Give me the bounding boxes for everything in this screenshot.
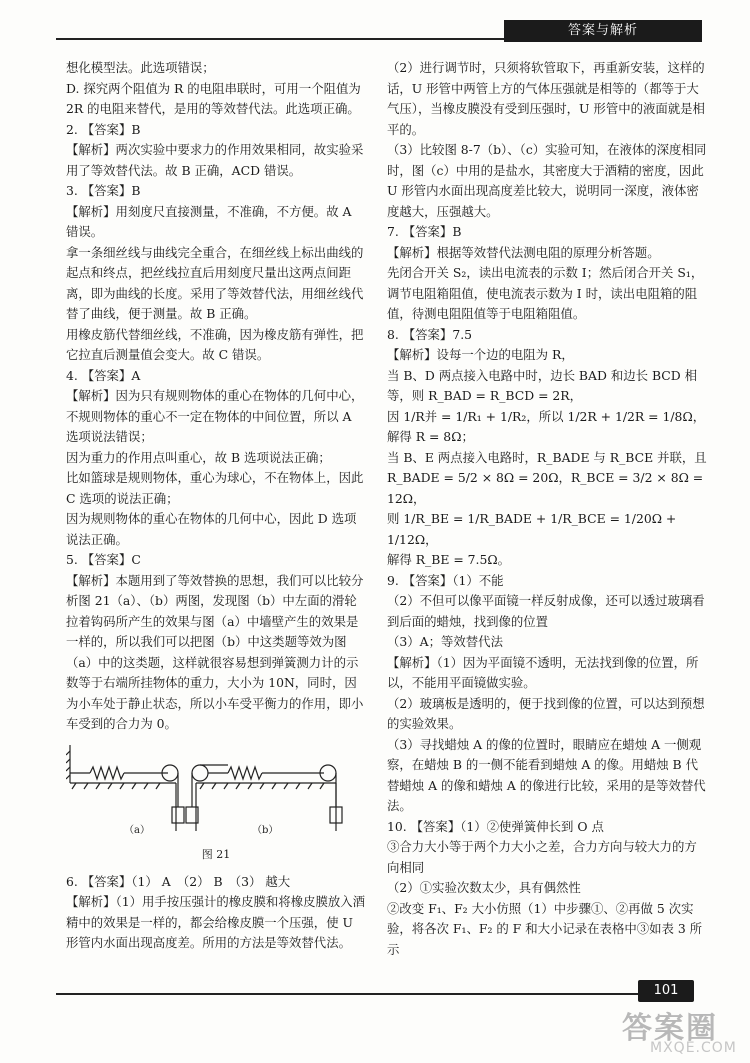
paragraph: 【解析】两次实验中要求力的作用效果相同，故实验采用了等效替代法。故 B 正确，ACD 错误。: [66, 142, 364, 178]
paragraph: （2）进行调节时，只须将软管取下，再重新安装，这样的话，U 形管中两管上方的气体压强就是相等的（都等于大气压），当橡皮膜没有受到压强时，U 形管中的液面就是相平的。: [387, 60, 705, 137]
paragraph: ③合力大小等于两个力大小之差，合力方向与较大力的方向相同: [387, 839, 697, 875]
paragraph: 【解析】（1）用手按压强计的橡皮膜和将橡皮膜放入酒精中的效果是一样的，都会给橡皮膜一个压强，使 U 形管内水面出现高度差。所用的方法是等效替代法。: [66, 894, 366, 950]
paragraph: 【解析】设每一个边的电阻为 R，: [387, 347, 574, 362]
paragraph: 【解析】（1）因为平面镜不透明，无法找到像的位置，所以，不能用平面镜做实验。: [387, 654, 699, 690]
paragraph: ②改变 F₁、F₂ 大小仿照（1）中步骤①、②再做 5 次实验，将各次 F₁、F₂ 的 F 和大小记录在表格中③如表 3 所示: [387, 900, 703, 957]
formula-line: 则 1/R_BE = 1/R_BADE + 1/R_BCE = 1/20Ω + 1/12Ω，: [387, 511, 677, 547]
paragraph: 解得 R_BE = 7.5Ω。: [387, 552, 511, 567]
formula-line: R_BADE = 5/2 × 8Ω = 20Ω，R_BCE = 3/2 × 8Ω = 12Ω，: [387, 470, 704, 506]
figure-label-a: （a）: [124, 824, 150, 835]
answer-line: 5. 【答案】C: [66, 552, 141, 567]
paragraph: 因为重力的作用点叫重心，故 B 选项说法正确；: [66, 449, 331, 465]
answer-line: 7. 【答案】B: [387, 224, 462, 239]
spring-balance-diagram: [66, 743, 356, 835]
paragraph: 想化模型法。此选项错误；: [66, 60, 215, 75]
paragraph: （3）比较图 8-7（b）、（c）实验可知，在液体的深度相同时，图（c）中用的是盐水，其密度大于酒精的密度，因此 U 形管内水面出现高度差比较大，说明同一深度，液体密度越大，压强越大。: [387, 142, 707, 219]
answer-line: 6. 【答案】（1） A （2） B （3） 越大: [66, 873, 291, 889]
paragraph: 当 B、D 两点接入电路中时，边长 BAD 和边长 BCD 相等，则 R_BAD = R_BCD = 2R，: [387, 367, 698, 403]
answer-line: 9. 【答案】（1）不能: [387, 572, 504, 588]
paragraph: （3）寻找蜡烛 A 的像的位置时，眼睛应在蜡烛 A 一侧观察，在蜡烛 B 的一侧不能看到蜡烛 A 的像。用蜡烛 B 代替蜡烛 A 的像和蜡烛 A 的像进行比较，采用的是等效替代法。: [387, 736, 706, 813]
answer-line: 2. 【答案】B: [66, 121, 141, 137]
paragraph: D. 探究两个阻值为 R 的电阻串联时，可用一个阻值为 2R 的电阻来替代，是用的等效替代法。此选项正确。: [66, 80, 361, 116]
paragraph: 因为规则物体的重心在物体的几何中心，因此 D 选项说法正确。: [66, 511, 357, 547]
watermark-url: MXQE.COM: [650, 1040, 737, 1056]
paragraph: 当 B、E 两点接入电路时，R_BADE 与 R_BCE 并联，且: [387, 449, 707, 465]
section-tag: 答案与解析: [504, 20, 702, 42]
figure-label-b: （b）: [252, 824, 279, 835]
paragraph: 拿一条细丝线与曲线完全重合，在细丝线上标出曲线的起点和终点，把丝线拉直后用刻度尺量出这两点间距离，即为曲线的长度。采用了等效替代法，用细丝线代替了曲线，便于测量。故 B 正确。: [66, 244, 364, 321]
paragraph: （2）①实验次数太少，具有偶然性: [387, 880, 581, 895]
left-column: [66, 58, 366, 954]
paragraph: 【解析】用刻度尺直接测量，不准确，不方便。故 A 错误。: [66, 203, 352, 239]
watermark-logo: 答案圈: [622, 1011, 718, 1046]
header-rule: [56, 38, 504, 40]
figure-21: [66, 743, 366, 866]
answer-line: 10. 【答案】（1）②使弹簧伸长到 O 点: [387, 818, 604, 834]
answer-line: 8. 【答案】7.5: [387, 326, 473, 342]
right-column: [387, 58, 709, 960]
figure-caption: 图 21: [201, 848, 231, 861]
answer-line: 3. 【答案】B: [66, 183, 141, 198]
paragraph: 先闭合开关 S₂，读出电流表的示数 I；然后闭合开关 S₁，调节电阻箱阻值，使电流表示数为 I 时，读出电阻箱的阻值，待测电阻阻值等于电阻箱阻值。: [387, 265, 704, 321]
paragraph: 【解析】本题用到了等效替换的思想，我们可以比较分析图 21（a）、（b）两图，发现图（b）中左面的滑轮拉着钩码所产生的效果与图（a）中墙壁产生的效果是一样的，所以我们可以把图（b）中这类题等效为图（a）中的这类题，这样就很容易想到弹簧测力计的示数等于右端所挂物体的重力，大小为 10N，同时，因为小车处于静止状态，所以小车受平衡力的作用，即小车受到的合力为 0。: [66, 572, 364, 731]
answer-line: 4. 【答案】A: [66, 367, 141, 383]
paragraph: 【解析】根据等效替代法测电阻的原理分析答题。: [387, 244, 660, 260]
paragraph: 解得 R = 8Ω；: [387, 429, 474, 444]
paragraph: （3）A；等效替代法: [387, 634, 503, 649]
paragraph: （2）玻璃板是透明的，便于找到像的位置，可以达到预想的实验效果。: [387, 695, 705, 731]
page-number: 101: [638, 980, 694, 1002]
paragraph: 【解析】因为只有规则物体的重心在物体的几何中心，不规则物体的重心不一定在物体的中间位置，所以 A 选项说法错误；: [66, 388, 364, 444]
paragraph: 比如篮球是规则物体，重心为球心，不在物体上，因此 C 选项的说法正确；: [66, 470, 364, 506]
footer-rule: [56, 993, 638, 995]
paragraph: （2）不但可以像平面镜一样反射成像，还可以透过玻璃看到后面的蜡烛，找到像的位置: [387, 593, 705, 629]
paragraph: 用橡皮筋代替细丝线，不准确，因为橡皮筋有弹性，把它拉直后测量值会变大。故 C 错误。: [66, 326, 364, 362]
formula-line: 因 1/R并 = 1/R₁ + 1/R₂，所以 1/2R + 1/2R = 1/8Ω，: [387, 408, 706, 424]
